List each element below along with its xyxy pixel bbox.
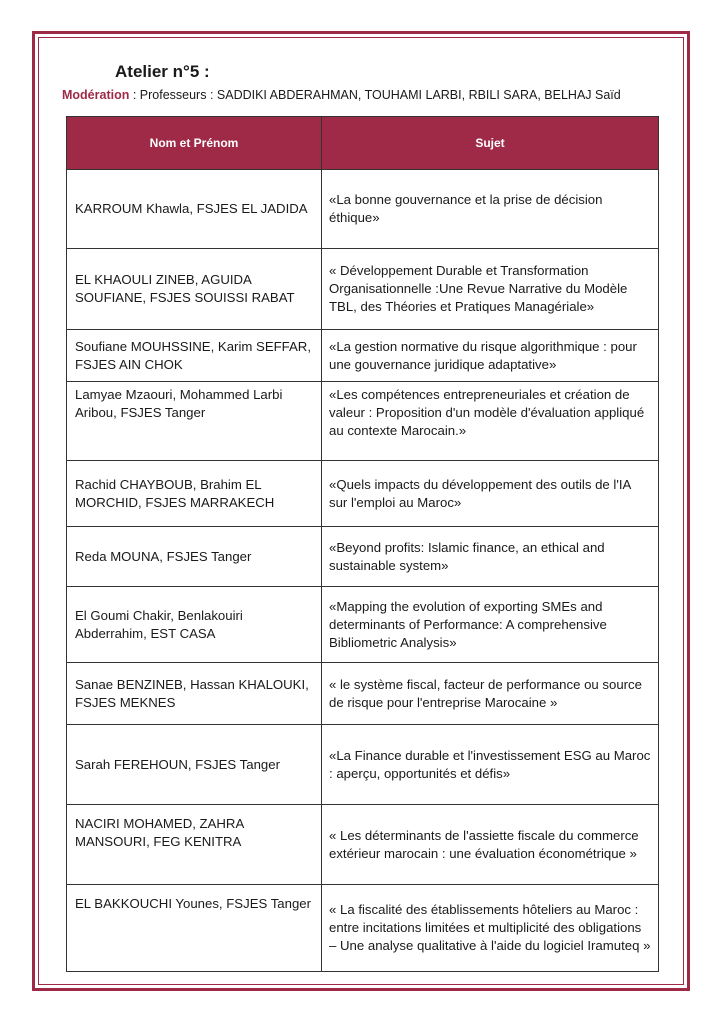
subject-cell: « Développement Durable et Transformation Organisationnelle :Une Revue Narrative du Modèle TBL, des Théories et Pratiques Managériale» bbox=[322, 249, 659, 330]
table-row bbox=[67, 249, 659, 330]
author-cell: Soufiane MOUHSSINE, Karim SEFFAR, FSJES AIN CHOK bbox=[67, 330, 322, 382]
table-row bbox=[67, 663, 659, 725]
column-header-subject: Sujet bbox=[322, 117, 659, 170]
subject-cell: «Les compétences entrepreneuriales et création de valeur : Proposition d'un modèle d'évaluation appliqué au contexte Marocain.» bbox=[322, 382, 659, 461]
sessions-table bbox=[66, 116, 659, 972]
table-row bbox=[67, 587, 659, 663]
table-row bbox=[67, 885, 659, 972]
table-row bbox=[67, 170, 659, 249]
moderation-label: Modération bbox=[62, 88, 130, 102]
column-header-name: Nom et Prénom bbox=[67, 117, 322, 170]
subject-cell: «Beyond profits: Islamic finance, an ethical and sustainable system» bbox=[322, 527, 659, 587]
table-row bbox=[67, 330, 659, 382]
subject-cell: « La fiscalité des établissements hôteliers au Maroc : entre incitations limitées et multiplicité des obligations – Une analyse qualitative à l'aide du logiciel Iramuteq » bbox=[322, 885, 659, 972]
subject-cell: «La bonne gouvernance et la prise de décision éthique» bbox=[322, 170, 659, 249]
table-row bbox=[67, 805, 659, 885]
author-cell: Sanae BENZINEB, Hassan KHALOUKI, FSJES MEKNES bbox=[67, 663, 322, 725]
subject-cell: «Quels impacts du développement des outils de l'IA sur l'emploi au Maroc» bbox=[322, 461, 659, 527]
author-cell: Sarah FEREHOUN, FSJES Tanger bbox=[67, 725, 322, 805]
subject-cell: «La gestion normative du risque algorithmique : pour une gouvernance juridique adaptative» bbox=[322, 330, 659, 382]
author-cell: KARROUM Khawla, FSJES EL JADIDA bbox=[67, 170, 322, 249]
table-row bbox=[67, 527, 659, 587]
subject-cell: « Les déterminants de l'assiette fiscale du commerce extérieur marocain : une évaluation économétrique » bbox=[322, 805, 659, 885]
subject-cell: «Mapping the evolution of exporting SMEs and determinants of Performance: A comprehensive Bibliometric Analysis» bbox=[322, 587, 659, 663]
moderation-professors: : Professeurs : SADDIKI ABDERAHMAN, TOUHAMI LARBI, RBILI SARA, BELHAJ Saïd bbox=[129, 88, 621, 102]
table-row bbox=[67, 382, 659, 461]
table-row bbox=[67, 461, 659, 527]
moderation-line bbox=[62, 88, 621, 102]
table-header-row bbox=[67, 117, 659, 170]
table-row bbox=[67, 725, 659, 805]
author-cell: EL KHAOULI ZINEB, AGUIDA SOUFIANE, FSJES SOUISSI RABAT bbox=[67, 249, 322, 330]
atelier-title: Atelier n°5 : bbox=[115, 62, 210, 81]
author-cell: EL BAKKOUCHI Younes, FSJES Tanger bbox=[67, 885, 322, 972]
subject-cell: « le système fiscal, facteur de performance ou source de risque pour l'entreprise Marocaine » bbox=[322, 663, 659, 725]
subject-cell: «La Finance durable et l'investissement ESG au Maroc : aperçu, opportunités et défis» bbox=[322, 725, 659, 805]
author-cell: Rachid CHAYBOUB, Brahim EL MORCHID, FSJES MARRAKECH bbox=[67, 461, 322, 527]
author-cell: NACIRI MOHAMED, ZAHRA MANSOURI, FEG KENITRA bbox=[67, 805, 322, 885]
author-cell: Reda MOUNA, FSJES Tanger bbox=[67, 527, 322, 587]
author-cell: El Goumi Chakir, Benlakouiri Abderrahim, EST CASA bbox=[67, 587, 322, 663]
author-cell: Lamyae Mzaouri, Mohammed Larbi Aribou, FSJES Tanger bbox=[67, 382, 322, 461]
